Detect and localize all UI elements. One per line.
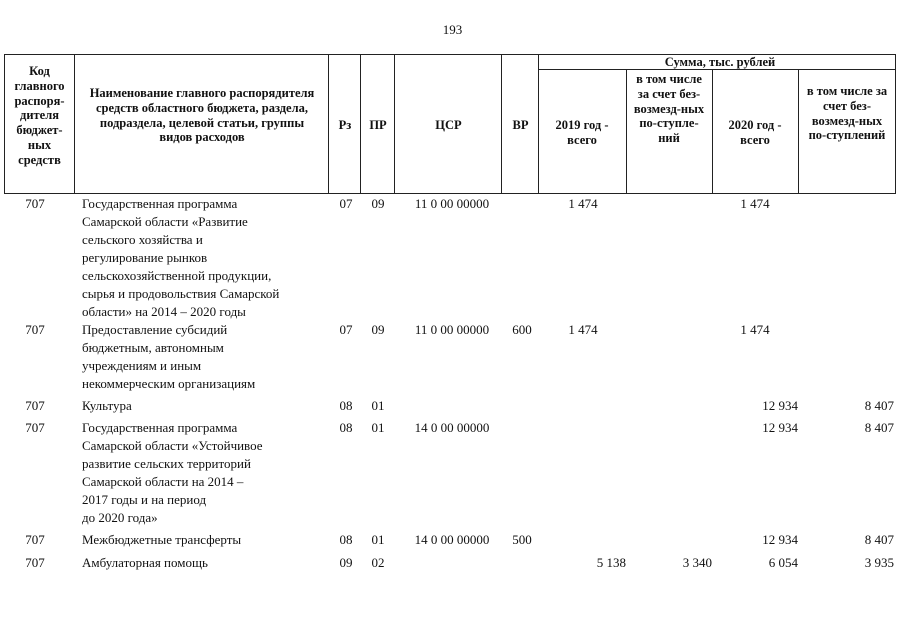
row-code: 707 <box>25 555 45 570</box>
row-2020-total: 1 474 <box>740 322 770 337</box>
row-pr: 02 <box>371 555 385 570</box>
row-2020-total: 12 934 <box>762 420 798 435</box>
row-code: 707 <box>25 532 45 547</box>
row-2020-free: 8 407 <box>864 532 894 547</box>
row-csr: 11 0 00 00000 <box>414 196 490 211</box>
row-2020-total: 12 934 <box>762 398 798 413</box>
row-name: Амбулаторная помощь <box>82 555 208 570</box>
row-rz: 08 <box>339 398 353 413</box>
header-name: Наименование главного распорядителя средств областного бюджета, раздела, подраздела, целевой статьи, группы видов расходов <box>89 86 315 145</box>
header-2019-free: в том числе за счет без-возмезд-ных по-ступле-ний <box>633 72 705 146</box>
row-2020-free: 8 407 <box>864 420 894 435</box>
row-name: Предоставление субсидий бюджетным, автономным учреждениям и иным некоммерческим организациям <box>82 322 256 391</box>
row-code: 707 <box>25 398 45 413</box>
row-vr: 600 <box>512 322 532 337</box>
header-sum: Сумма, тыс. рублей <box>664 55 776 69</box>
row-code: 707 <box>25 420 45 435</box>
row-pr: 09 <box>371 322 385 337</box>
row-name: Государственная программа Самарской области «Устойчивое развитие сельских территорий Самарской области на 2014 – 2017 годы и на период до 2020 года» <box>82 420 263 525</box>
row-pr: 01 <box>371 420 385 435</box>
row-rz: 08 <box>339 532 353 547</box>
row-2020-free: 8 407 <box>864 398 894 413</box>
header-csr: ЦСР <box>435 118 462 132</box>
header-code: Код главного распоря-дителя бюджет-ных средств <box>14 64 65 167</box>
row-2020-total: 12 934 <box>762 532 798 547</box>
header-pr: ПР <box>369 118 387 132</box>
page-number: 193 <box>442 22 463 37</box>
row-rz: 07 <box>339 322 353 337</box>
row-rz: 09 <box>339 555 353 570</box>
row-pr: 01 <box>371 532 385 547</box>
row-name: Государственная программа Самарской области «Развитие сельского хозяйства и регулирование рынков сельскохозяйственной продукции, сырья и продовольствия Самарской области» на 2014 – 2020 годы <box>82 196 280 319</box>
row-pr: 01 <box>371 398 385 413</box>
row-rz: 07 <box>339 196 353 211</box>
row-code: 707 <box>25 196 45 211</box>
row-2019-total: 1 474 <box>568 322 598 337</box>
row-vr: 500 <box>512 532 532 547</box>
header-2020-total: 2020 год - всего <box>728 118 782 147</box>
header-vr: ВР <box>512 118 529 132</box>
row-2020-total: 6 054 <box>768 555 798 570</box>
header-2020-free: в том числе за счет без-возмезд-ных по-ступлений <box>806 84 888 143</box>
row-code: 707 <box>25 322 45 337</box>
row-2019-total: 5 138 <box>596 555 626 570</box>
row-2019-total: 1 474 <box>568 196 598 211</box>
row-2020-total: 1 474 <box>740 196 770 211</box>
row-2019-free: 3 340 <box>682 555 712 570</box>
row-rz: 08 <box>339 420 353 435</box>
row-csr: 14 0 00 00000 <box>414 420 490 435</box>
row-name: Культура <box>82 398 132 413</box>
row-2020-free: 3 935 <box>864 555 894 570</box>
header-rz: Рз <box>338 118 352 132</box>
header-2019-total: 2019 год - всего <box>555 118 609 147</box>
row-csr: 14 0 00 00000 <box>414 532 490 547</box>
row-csr: 11 0 00 00000 <box>414 322 490 337</box>
row-name: Межбюджетные трансферты <box>82 532 242 547</box>
row-pr: 09 <box>371 196 385 211</box>
